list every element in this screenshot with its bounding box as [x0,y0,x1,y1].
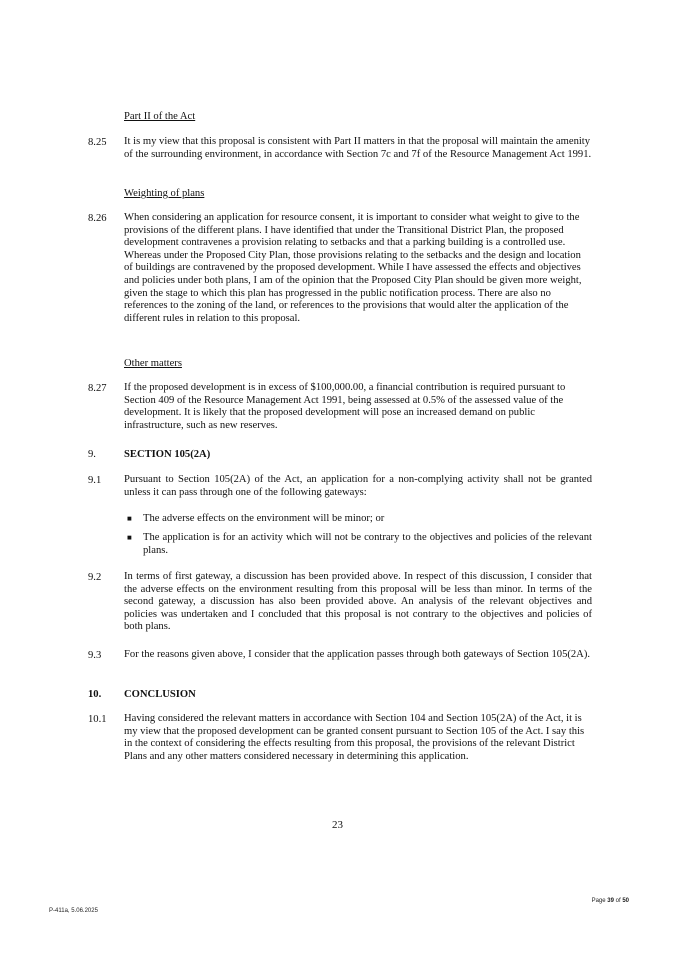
para-number-8-27: 8.27 [88,383,107,394]
bullet-item-1: The adverse effects on the environment will be minor; or [143,513,385,524]
bullet-square-icon: ■ [127,533,132,542]
bullet-item-2: The application is for an activity which will not be contrary to the objectives and policies of the relevant plans. [143,532,592,556]
para-10-1: Having considered the relevant matters in accordance with Section 104 and Section 105(2A) of the Act, it is my view that the proposed development can be granted consent pursuant to Section 105 of the Act. I say this in the context of considering the effects resulting from this proposal, the provisions of the relevant District Plans and any other matters considered necessary in determining this application. [124,713,585,762]
section-heading-9: SECTION 105(2A) [124,449,211,460]
section-number-10: 10. [88,689,102,700]
footer-page-prefix: Page [591,898,608,904]
para-number-9-3: 9.3 [88,650,102,661]
footer-page-total: 50 [622,898,629,904]
para-number-9-1: 9.1 [88,475,102,486]
section-number-9: 9. [88,449,96,460]
page-number: 23 [332,819,343,831]
subheading-other-matters: Other matters [124,358,182,369]
footer-page-current: 39 [607,898,614,904]
para-number-10-1: 10.1 [88,714,107,725]
footer-document-ref: P-411a, 5.06.2025 [49,908,98,914]
para-8-25: It is my view that this proposal is consistent with Part II matters in that the proposal will maintain the amenity of the surrounding environment, in accordance with Section 7c and 7f of the Resource Management Act 1991. [124,136,592,160]
para-9-3: For the reasons given above, I consider that the application passes through both gateways of Section 105(2A). [124,649,591,660]
section-heading-10: CONCLUSION [124,689,196,700]
para-9-2: In terms of first gateway, a discussion has been provided above. In respect of this discussion, I consider that the adverse effects on the environment resulting from this proposal will be less than minor. In terms of the second gateway, a discussion has also been provided above. An analysis of the relevant objectives and policies was undertaken and I concluded that this proposal is not contrary to the objectives and policies of both plans. [124,571,592,633]
subheading-part-ii: Part II of the Act [124,111,196,122]
para-9-1: Pursuant to Section 105(2A) of the Act, an application for a non-complying activity shall not be granted unless it can pass through one of the following gateways: [124,474,592,498]
para-8-27: If the proposed development is in excess of $100,000.00, a financial contribution is required pursuant to Section 409 of the Resource Management Act 1991, being assessed at 0.5% of the assessed value of the development. It is likely that the proposed development will pose an increased demand on public infrastructure, such as new reserves. [124,382,566,431]
bullet-square-icon: ■ [127,514,132,523]
para-number-9-2: 9.2 [88,572,102,583]
footer-page-count [592,898,629,904]
para-8-26: When considering an application for resource consent, it is important to consider what weight to give to the provisions of the different plans. I have identified that under the Transitional District Plan, the proposed development contravenes a provision relating to setbacks and that a parking building is a controlled use. Whereas under the Proposed City Plan, those provisions relating to the setbacks and the design and location of buildings are contravened by the proposed development. While I have assessed the effects and objectives and policies under both plans, I am of the opinion that the Proposed City Plan should be given more weight, given the stage to which this plan has progressed in the public notification process. There are also no references to the zoning of the land, or references to the provisions that would alter the application of the different rules in relation to this proposal. [124,212,582,324]
para-number-8-25: 8.25 [88,137,107,148]
subheading-weighting-of-plans: Weighting of plans [124,188,205,199]
footer-page-of: of [613,898,623,904]
para-number-8-26: 8.26 [88,213,107,224]
